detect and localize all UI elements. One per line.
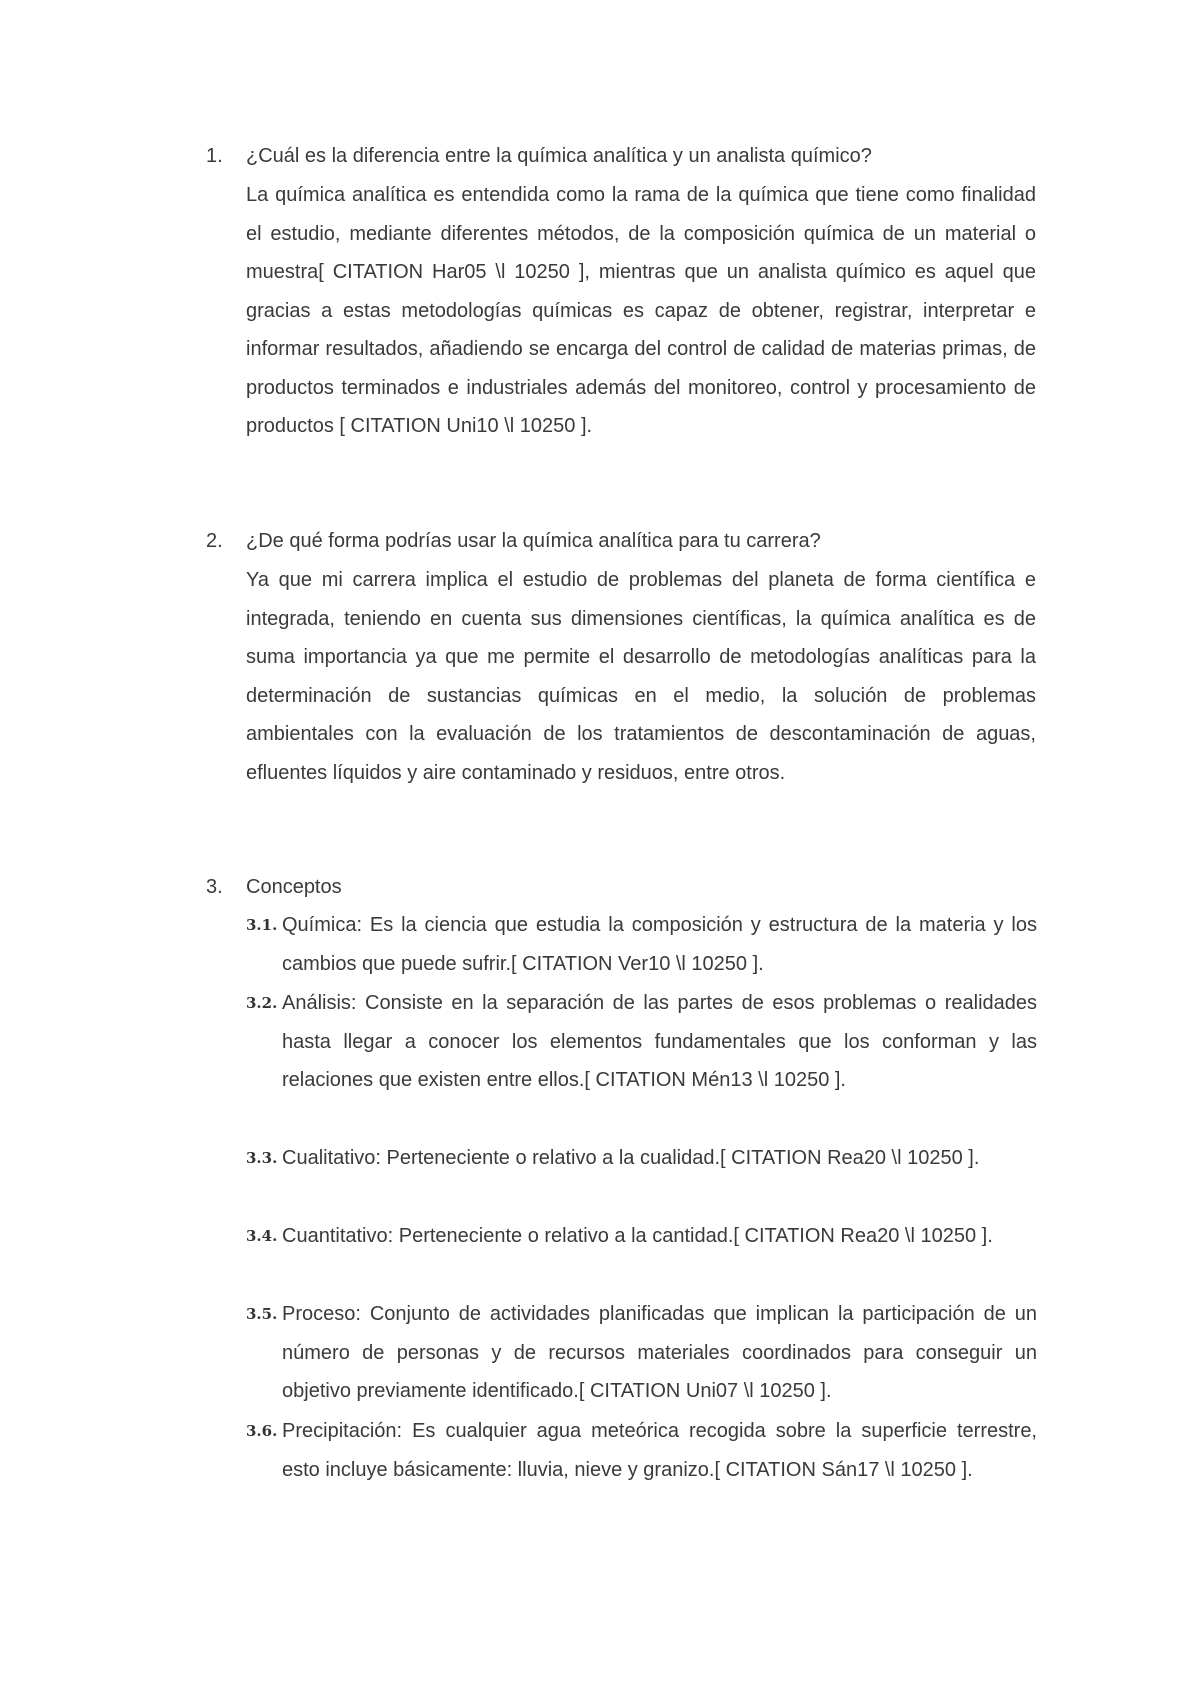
answer-paragraph: La química analítica es entendida como la rama de la química que tiene como finalidad el estudio, mediante diferentes métodos, de la composición química de un material o muestra[ CITATION Har05 \l 10250 ], mientras que un analista químico es aquel que gracias a estas metodologías químicas es capaz de obtener, registrar, interpretar e informar resultados, añadiendo se encarga del control de calidad de materias primas, de productos terminados e industriales además del monitoreo, control y procesamiento de productos [ CITATION Uni10 \l 10250 ]. [246, 184, 1036, 437]
question-title: ¿De qué forma podrías usar la química analítica para tu carrera? [246, 530, 821, 552]
question-number: 2. [206, 530, 223, 552]
concept-text: Proceso: Conjunto de actividades planificadas que implican la participación de un número de personas y de recursos materiales coordinados para conseguir un objetivo previamente identificado.[ CITATION Uni07 \l 10250 ]. [282, 1303, 1037, 1402]
concept-number: 3.3. [246, 1149, 278, 1167]
question-title: Conceptos [246, 876, 342, 898]
question-number: 3. [206, 876, 223, 898]
concept-text: Análisis: Consiste en la separación de las partes de esos problemas o realidades hasta llegar a conocer los elementos fundamentales que los conforman y las relaciones que existen entre ellos.[ CITATION Mén13 \l 10250 ]. [282, 992, 1037, 1091]
concept-number: 3.2. [246, 994, 278, 1012]
concept-text: Química: Es la ciencia que estudia la composición y estructura de la materia y los cambios que puede sufrir.[ CITATION Ver10 \l 10250 ]. [282, 914, 1037, 975]
concept-number: 3.1. [246, 916, 278, 934]
question-number: 1. [206, 145, 223, 167]
concept-number: 3.6. [246, 1422, 278, 1440]
question-heading [0, 522, 1200, 560]
concept-text: Cualitativo: Perteneciente o relativo a la cualidad.[ CITATION Rea20 \l 10250 ]. [282, 1147, 980, 1169]
concept-number: 3.4. [246, 1227, 278, 1245]
answer-paragraph: Ya que mi carrera implica el estudio de problemas del planeta de forma científica e integrada, teniendo en cuenta sus dimensiones científicas, la química analítica es de suma importancia ya que me permite el desarrollo de metodologías analíticas para la determinación de sustancias químicas en el medio, la solución de problemas ambientales con la evaluación de los tratamientos de descontaminación de aguas, efluentes líquidos y aire contaminado y residuos, entre otros. [246, 569, 1036, 784]
question-title: ¿Cuál es la diferencia entre la química analítica y un analista químico? [246, 145, 872, 167]
concept-number: 3.5. [246, 1305, 278, 1323]
question-heading [0, 868, 1200, 906]
concept-text: Precipitación: Es cualquier agua meteórica recogida sobre la superficie terrestre, esto incluye básicamente: lluvia, nieve y granizo.[ CITATION Sán17 \l 10250 ]. [282, 1420, 1037, 1481]
question-heading [0, 137, 1200, 175]
concept-text: Cuantitativo: Perteneciente o relativo a la cantidad.[ CITATION Rea20 \l 10250 ]. [282, 1225, 993, 1247]
